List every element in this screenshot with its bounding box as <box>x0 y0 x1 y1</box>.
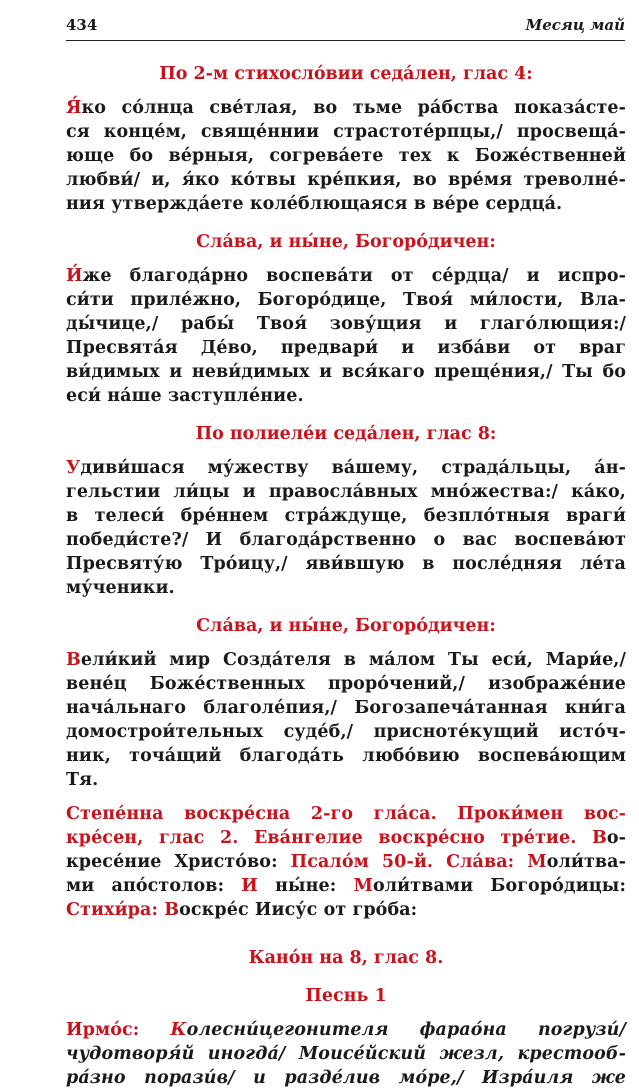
rubric-text <box>66 802 626 922</box>
drop-cap: В <box>66 650 81 670</box>
text-line: гельстии ли́цы и правосла́вных мно́жества:/ ка́ко, <box>66 482 626 502</box>
rubric-fragment: Стихи́ра: <box>66 900 158 920</box>
drop-cap: Я́ <box>66 98 82 118</box>
canon-heading: Кано́н на 8, глас 8. <box>248 948 444 968</box>
text-line: Тя. <box>66 770 99 790</box>
drop-cap: И́ <box>66 266 83 286</box>
text-fragment: оли́твами Богоро́дицы: <box>372 876 626 896</box>
hymn-text <box>66 96 626 216</box>
text-line: домострои́тельных суде́б,/ присноте́кущий исто́ч- <box>66 722 626 742</box>
drop-cap: К <box>170 1020 187 1040</box>
drop-cap: У <box>66 458 81 478</box>
rubric-fragment: кре́сен, глас 2. Ева́нгелие воскре́сно тре́тие. <box>66 828 577 848</box>
text-line: в телеси́ бре́ннем стра́ждуще, безпло́тныя враги́ <box>66 506 626 526</box>
drop-cap: М <box>527 852 547 872</box>
text-fragment: ны́не: <box>275 876 337 896</box>
rubric-fragment: Сла́ва: <box>446 852 515 872</box>
text-fragment: ми апо́столов: <box>66 876 225 896</box>
page-body <box>66 62 626 1090</box>
text-line: ды́чице,/ рабы́ Твоя́ зову́щия и глаго́лющия:/ <box>66 314 626 334</box>
text-line: же благода́рно воспева́ти от се́рдца/ и испро- <box>82 266 626 286</box>
drop-cap: М <box>353 876 373 896</box>
section-heading: Сла́ва, и ны́не, Богоро́дичен: <box>196 616 496 636</box>
text-fragment: о- <box>606 828 626 848</box>
text-fragment: олесни́цегонителя фарао́на погрузи́/ <box>186 1020 626 1040</box>
irmos-label: Ирмо́с: <box>66 1020 140 1040</box>
text-fragment: оскре́с Иису́с от гро́ба: <box>179 900 418 920</box>
text-line: чудотворя́й иногда́/ Моисе́йский жезл, крестооб- <box>66 1044 626 1064</box>
text-line: юще бо ве́рныя, согрева́ете тех к Боже́ственней <box>66 146 626 166</box>
text-line: еси́ на́ше заступле́ние. <box>66 386 304 406</box>
drop-cap: В <box>591 828 607 848</box>
text-fragment: кресе́ние Христо́во: <box>66 852 278 872</box>
text-line: си́ти приле́жно, Богоро́дице, Твоя́ ми́лости, Вла- <box>66 290 626 310</box>
hymn-text <box>66 648 626 792</box>
text-fragment: оли́тва- <box>546 852 626 872</box>
text-line: ся конце́м, свяще́ннии страстоте́рпцы,/ просвеща́- <box>66 122 626 142</box>
section-heading: По 2-м стихосло́вии седа́лен, глас 4: <box>159 64 533 84</box>
text-line: вене́ц Боже́ственных проро́чений,/ изображе́ние <box>66 674 626 694</box>
hymn-text <box>66 264 626 408</box>
page-header <box>66 14 625 41</box>
running-title: Месяц май <box>525 16 625 34</box>
text-line: ели́кий мир Созда́теля в ма́лом Ты еси́, Мари́е,/ <box>80 650 626 670</box>
text-line: ник, точа́щий благода́ть любо́вию воспева́ющим <box>66 746 626 766</box>
text-line: ви́димых и неви́димых и вся́каго преще́ния,/ Ты бо <box>66 362 626 382</box>
section-heading: Сла́ва, и ны́не, Богоро́дичен: <box>196 232 496 252</box>
text-line: любви́/ и, я́ко ко́твы кре́пкия, во вре́мя треволне́- <box>66 170 626 190</box>
rubric-fragment: Псало́м 50-й. <box>290 852 434 872</box>
text-line: нача́льнаго благоле́пия,/ Богозапеча́танная кни́га <box>66 698 626 718</box>
drop-cap: В <box>164 900 180 920</box>
text-line: ра́зно порази́в/ и разде́лив мо́ре,/ Изра́иля же <box>66 1068 626 1088</box>
song-heading: Песнь 1 <box>305 986 387 1006</box>
text-line: победи́сте?/ И благода́рственно о вас воспева́ют <box>66 530 626 550</box>
text-line: Пресвята́я Де́во, предвари́ и изба́ви от враг <box>66 338 626 358</box>
page-number: 434 <box>66 16 98 34</box>
rubric-fragment: И <box>241 876 258 896</box>
irmos-text <box>66 1018 626 1090</box>
text-line: ко со́лнца све́тлая, во тьме ра́бства показа́сте- <box>81 98 626 118</box>
hymn-text <box>66 456 626 600</box>
text-line: диви́шася му́жеству ва́шему, страда́льцы, а́н- <box>80 458 626 478</box>
text-line: Пресвяту́ю Тро́ицу,/ яви́вшую в после́дняя ле́та <box>66 554 626 574</box>
text-line: ния утвержда́ете коле́блющаяся в ве́ре сердца́. <box>66 194 563 214</box>
section-heading: По полиеле́и седа́лен, глас 8: <box>195 424 497 444</box>
rubric-line: Степе́нна воскре́сна 2-го гла́са. Проки́мен вос- <box>66 804 626 824</box>
text-line: му́ченики. <box>66 578 175 598</box>
